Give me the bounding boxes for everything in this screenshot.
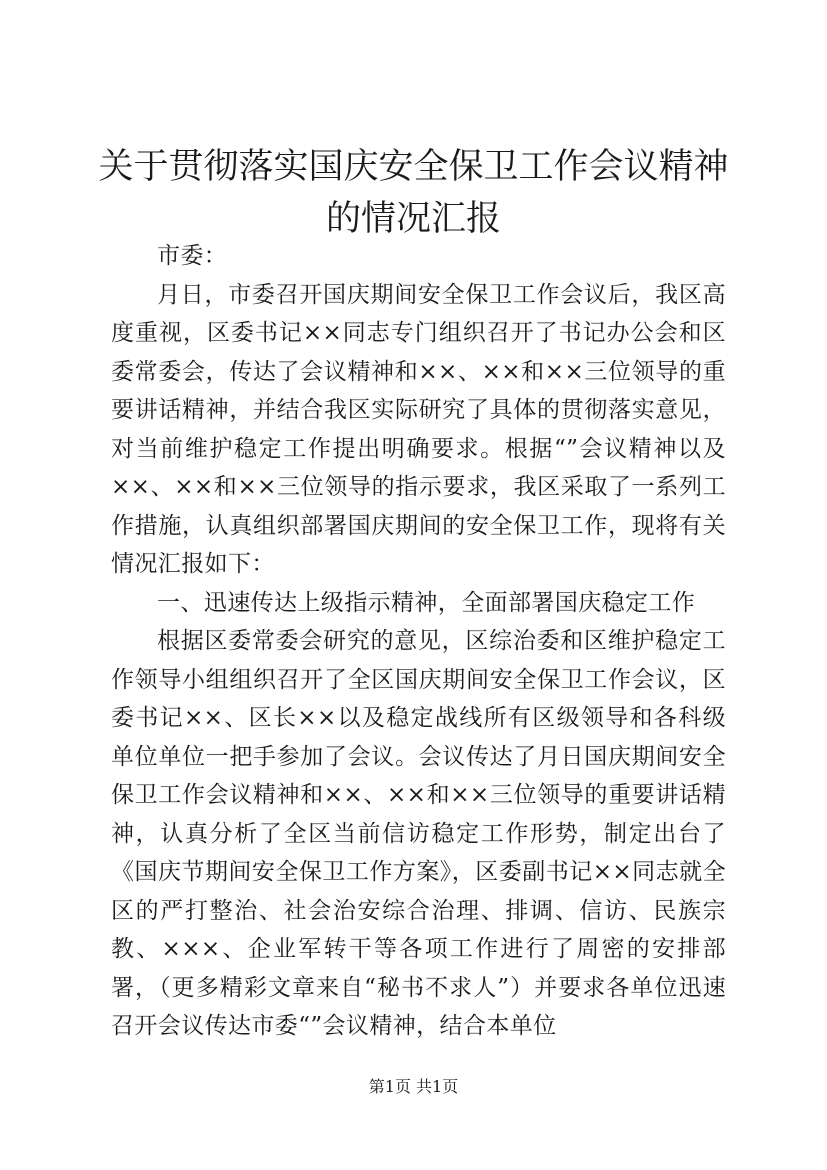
document-title: 关于贯彻落实国庆安全保卫工作会议精神的情况汇报: [98, 147, 729, 239]
salutation: 市委：: [157, 243, 228, 269]
paragraph-section-1: 根据区委常委会研究的意见，区综治委和区维护稳定工作领导小组组织召开了全区国庆期间安全保卫工作会议，区委书记××、区长××以及稳定战线所有区级领导和各科级单位单位一把手参加了会议。会议传达了月日国庆期间安全保卫工作会议精神和××、××和××三位领导的重要讲话精神，认真分析了全区当前信访稳定工作形势，制定出台了《国庆节期间安全保卫工作方案》，区委副书记××同志就全区的严打整治、社会治安综合治理、排调、信访、民族宗教、×××、企业军转干等各项工作进行了周密的安排部署，（更多精彩文章来自“秘书不求人”）并要求各单位迅速召开会议传达市委“”会议精神，结合本单位: [111, 628, 726, 1039]
document-body: [111, 237, 726, 1046]
page-footer: 第1页 共1页: [368, 1077, 459, 1096]
paragraph-intro: 月日，市委召开国庆期间安全保卫工作会议后，我区高度重视，区委书记××同志专门组织召开了书记办公会和区委常委会，传达了会议精神和××、××和××三位领导的重要讲话精神，并结合我区实际研究了具体的贯彻落实意见，对当前维护稳定工作提出明确要求。根据“”会议精神以及××、××和××三位领导的指示要求，我区采取了一系列工作措施，认真组织部署国庆期间的安全保卫工作，现将有关情况汇报如下：: [111, 281, 726, 577]
section-heading-1: 一、迅速传达上级指示精神，全面部署国庆稳定工作: [157, 589, 696, 616]
